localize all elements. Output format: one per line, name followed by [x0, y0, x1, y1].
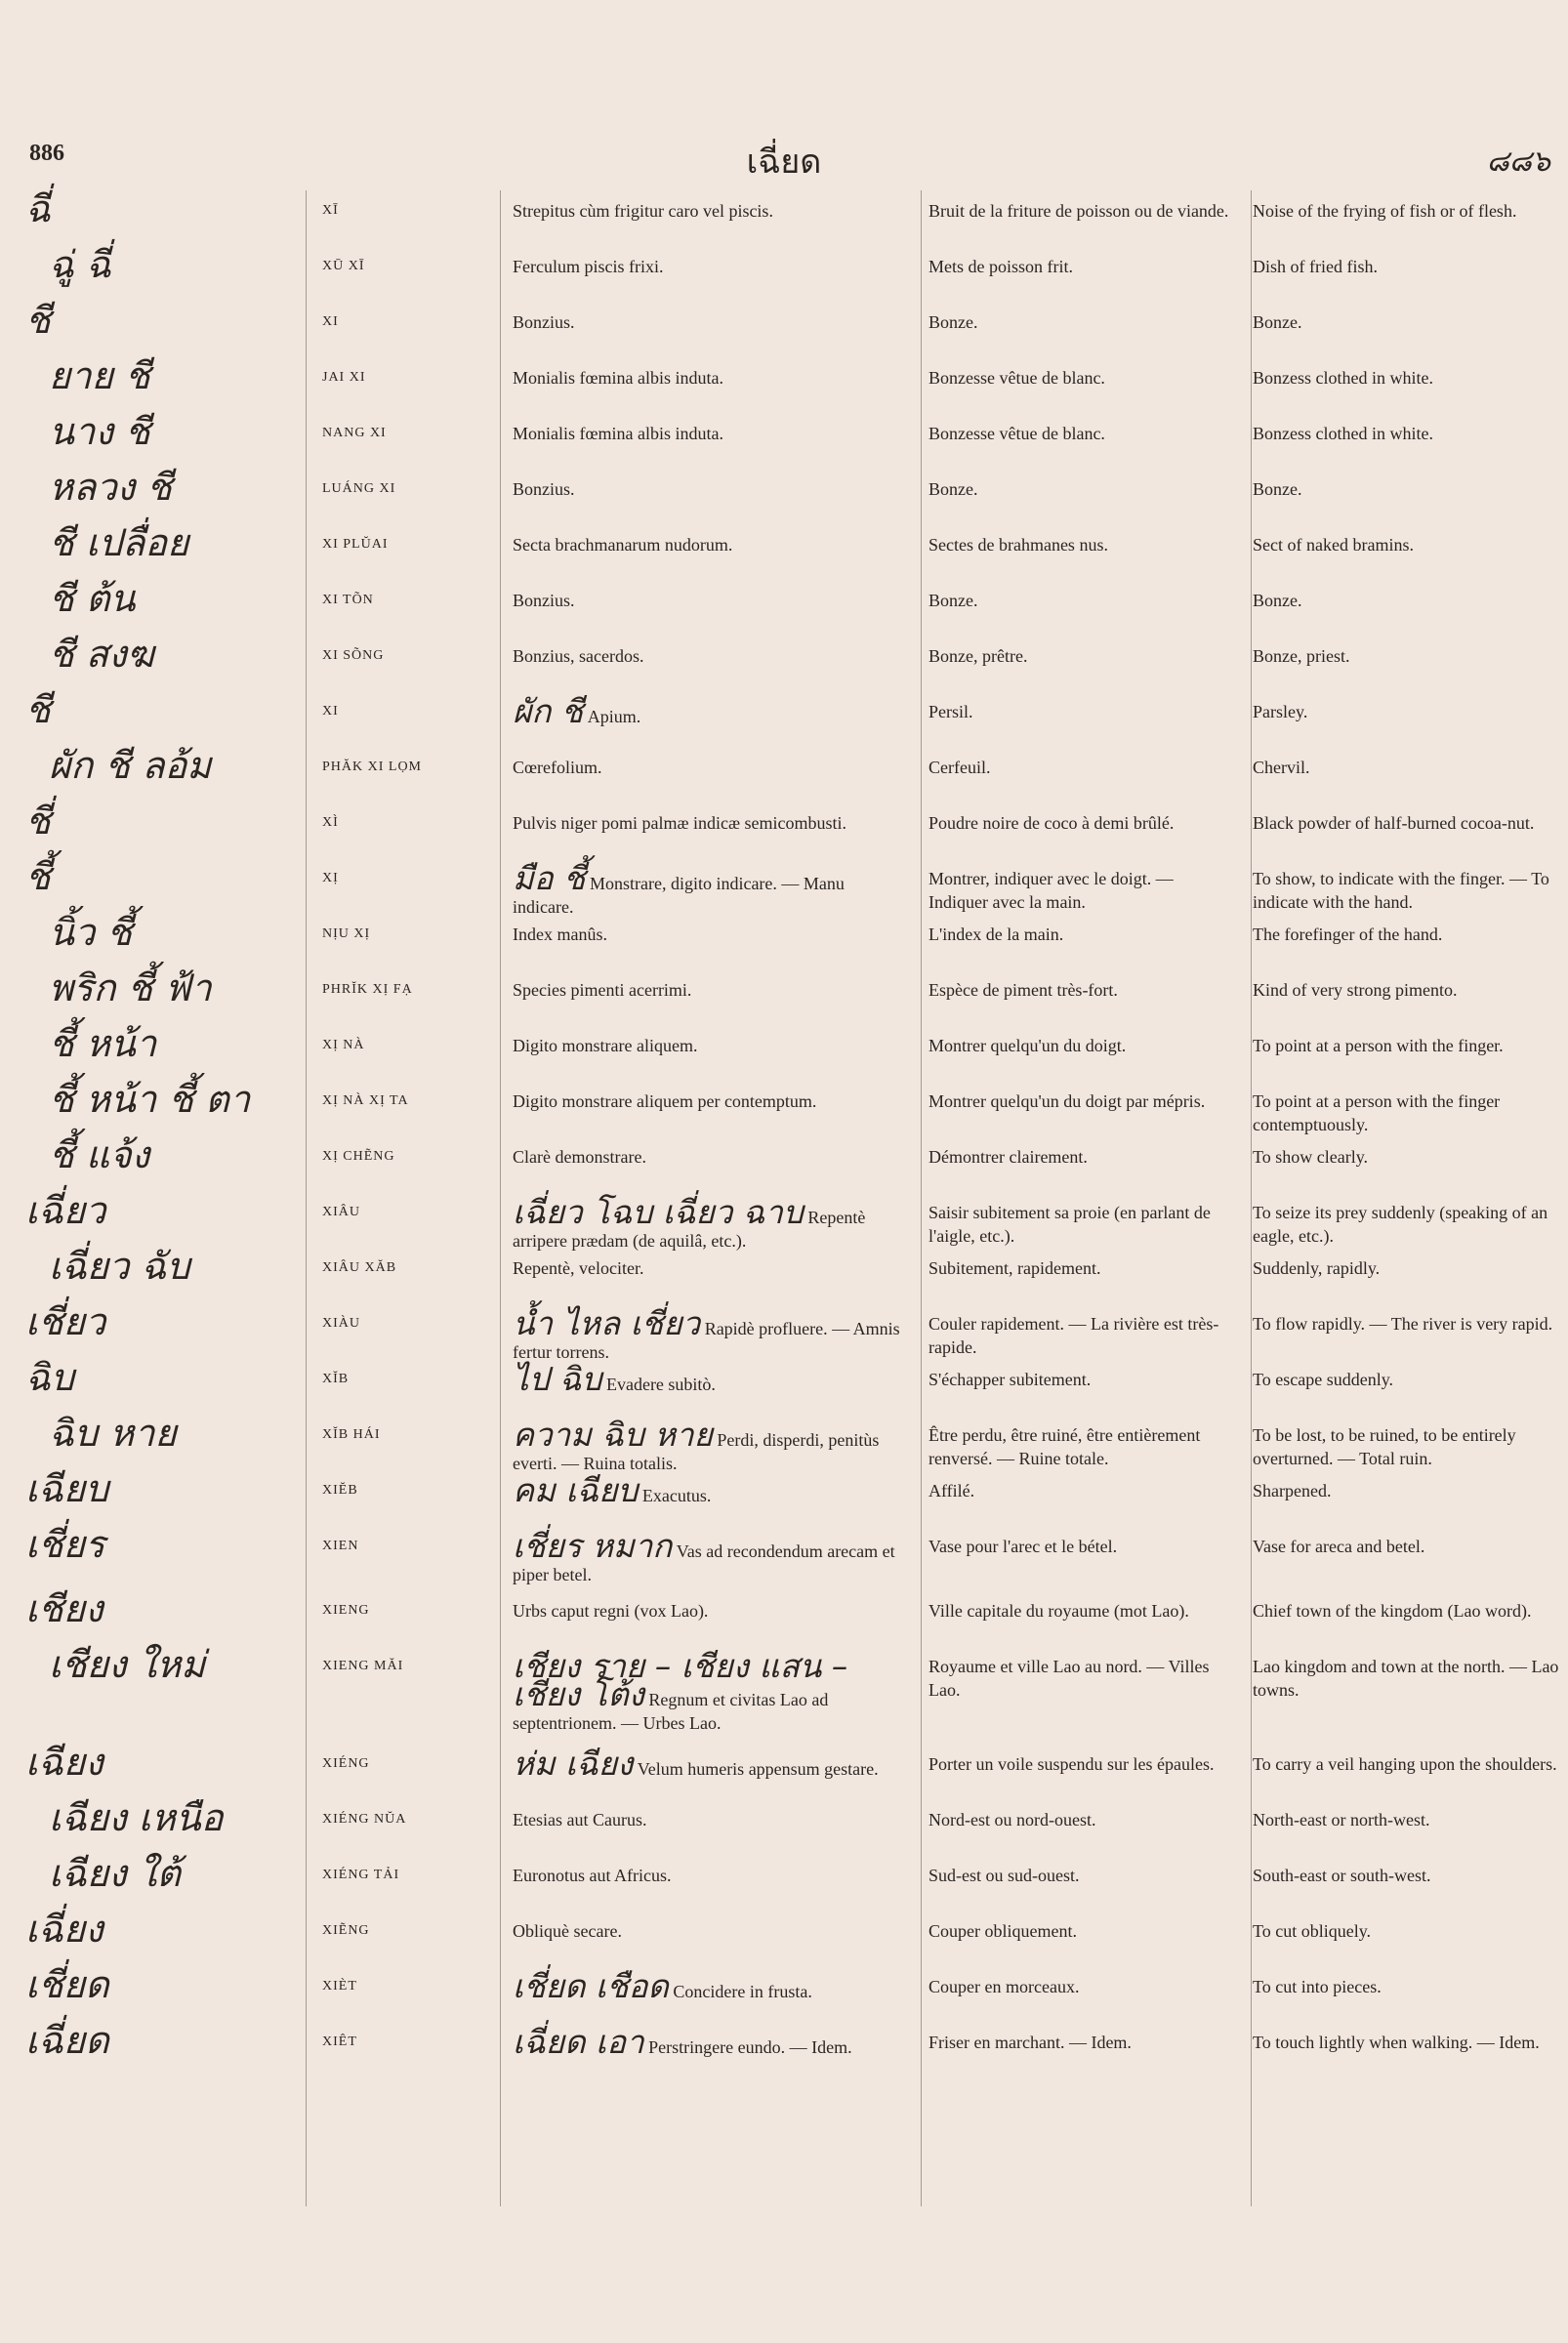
romanization: XI PLŬAI [322, 537, 389, 552]
english-definition: North-east or north-west. [1253, 1810, 1430, 1829]
latin-definition [493, 243, 915, 278]
romanization: XỊ NÀ XỊ TA [322, 1093, 409, 1108]
latin-text: Rapidè profluere. — Amnis fertur torrens. [513, 1319, 900, 1362]
french-definition: Subitement, rapidement. [928, 1258, 1101, 1278]
english-definition: Bonze, priest. [1253, 646, 1350, 666]
latin-text: Urbs caput regni (vox Lao). [513, 1601, 709, 1621]
french-definition: Sud-est ou sud-ouest. [928, 1866, 1080, 1885]
thai-headword: เชี่ยว [25, 1300, 106, 1343]
page-number-right: ๘๘๖ [1486, 144, 1550, 179]
english-definition: Bonze. [1253, 312, 1302, 332]
thai-headword: เฉียง [25, 1741, 103, 1784]
romanization: XIÀU [322, 1316, 360, 1331]
latin-text: Monialis fœmina albis induta. [513, 424, 723, 443]
page-header [0, 135, 1568, 185]
latin-definition [493, 1852, 915, 1887]
latin-text: Perstringere eundo. — Idem. [648, 2037, 852, 2057]
french-definition: Espèce de piment très-fort. [928, 980, 1118, 1000]
english-definition: To cut obliquely. [1253, 1921, 1372, 1941]
english-definition: To touch lightly when walking. — Idem. [1253, 2033, 1540, 2052]
thai-headword: เฉียง เหนือ [49, 1796, 224, 1839]
english-definition: To show, to indicate with the finger. — To indicate with the hand. [1253, 869, 1549, 912]
english-definition: To seize its prey suddenly (speaking of an eagle, etc.). [1253, 1203, 1548, 1246]
dictionary-entry [0, 1908, 1568, 1963]
english-definition: Vase for areca and betel. [1253, 1537, 1425, 1556]
dictionary-entry [0, 1467, 1568, 1523]
english-definition: Bonzess clothed in white. [1253, 424, 1433, 443]
latin-text: Obliquè secare. [513, 1921, 622, 1941]
entry-list [0, 187, 1568, 2075]
latin-text: Repentè arripere prædam (de aquilâ, etc.). [513, 1208, 866, 1251]
french-definition: Saisir subitement sa proie (en parlant de l'aigle, etc.). [928, 1203, 1211, 1246]
english-definition: Bonze. [1253, 479, 1302, 499]
thai-headword: ชี สงฆ [49, 633, 154, 676]
english-definition: South-east or south-west. [1253, 1866, 1431, 1885]
english-definition: Kind of very strong pimento. [1253, 980, 1458, 1000]
latin-definition [493, 800, 915, 835]
inline-thai-example: คม เฉียบ [513, 1471, 639, 1509]
thai-headword: หลวง ชี [49, 466, 173, 509]
english-definition: The forefinger of the hand. [1253, 925, 1443, 944]
french-definition: Poudre noire de coco à demi brûlé. [928, 813, 1175, 833]
latin-definition [493, 521, 915, 556]
romanization: XIẼNG [322, 1923, 370, 1938]
romanization: XŪ XĪ [322, 259, 365, 273]
thai-headword: เฉี่ยว [25, 1189, 106, 1232]
english-definition: To point at a person with the finger contemptuously. [1253, 1091, 1501, 1134]
latin-definition [493, 1412, 915, 1475]
latin-definition [493, 577, 915, 612]
latin-definition [493, 633, 915, 668]
latin-text: Perdi, disperdi, penitùs everti. — Ruina totalis. [513, 1430, 880, 1473]
thai-headword: ชี้ [25, 855, 51, 898]
inline-thai-example: ความ ฉิบ หาย [513, 1416, 713, 1454]
inline-thai-example: ไป ฉิบ [513, 1360, 602, 1398]
latin-text: Secta brachmanarum nudorum. [513, 535, 733, 555]
latin-definition [493, 1796, 915, 1831]
english-definition: Lao kingdom and town at the north. — Lao towns. [1253, 1657, 1559, 1700]
page-number-left: 886 [29, 141, 64, 166]
romanization: XỊ CHẼNG [322, 1149, 395, 1164]
french-definition: Montrer quelqu'un du doigt. [928, 1036, 1127, 1055]
latin-definition [493, 1908, 915, 1943]
french-definition: Bonzesse vêtue de blanc. [928, 424, 1105, 443]
romanization: XỊ [322, 871, 339, 885]
thai-headword: ฉี่ [25, 187, 51, 230]
romanization: XIÊT [322, 2035, 357, 2049]
french-definition: Couper obliquement. [928, 1921, 1077, 1941]
romanization: XIEN [322, 1539, 359, 1553]
latin-definition [493, 688, 915, 728]
romanization: LUÁNG XI [322, 481, 396, 496]
latin-text: Monialis fœmina albis induta. [513, 368, 723, 388]
latin-text: Bonzius. [513, 591, 575, 610]
dictionary-entry [0, 1189, 1568, 1251]
english-definition: To escape suddenly. [1253, 1370, 1394, 1389]
dictionary-entry [0, 1022, 1568, 1078]
thai-headword: ยาย ชี [49, 354, 150, 397]
romanization: XIÉNG NŬA [322, 1812, 407, 1827]
latin-definition [493, 1133, 915, 1169]
latin-definition [493, 966, 915, 1002]
french-definition: Couper en morceaux. [928, 1977, 1080, 1996]
dictionary-entry [0, 1796, 1568, 1852]
dictionary-entry [0, 521, 1568, 577]
thai-headword: เชี่ยด [25, 1963, 109, 2006]
french-definition: Royaume et ville Lao au nord. — Villes Lao. [928, 1657, 1210, 1700]
latin-text: Exacutus. [641, 1486, 712, 1505]
romanization: XỊ NÀ [322, 1038, 365, 1052]
romanization: XIÂU [322, 1205, 360, 1219]
thai-headword: เชี่ยร [25, 1523, 105, 1566]
english-definition: Sect of naked bramins. [1253, 535, 1414, 555]
latin-text: Etesias aut Caurus. [513, 1810, 647, 1829]
thai-headword: ฉู่ ฉี่ [49, 243, 111, 286]
french-definition: S'échapper subitement. [928, 1370, 1092, 1389]
french-definition: Persil. [928, 702, 973, 721]
thai-headword: เฉียบ [25, 1467, 109, 1510]
romanization: XIĔB [322, 1483, 358, 1498]
dictionary-entry [0, 1356, 1568, 1412]
latin-definition [493, 2019, 915, 2059]
thai-headword: เฉี่ยง [25, 1908, 103, 1951]
latin-definition [493, 1189, 915, 1253]
dictionary-entry [0, 577, 1568, 633]
thai-headword: ชี เปลื่อย [49, 521, 189, 564]
french-definition: Couler rapidement. — La rivière est très-rapide. [928, 1314, 1219, 1357]
latin-text: Bonzius. [513, 312, 575, 332]
english-definition: Bonze. [1253, 591, 1302, 610]
thai-headword: เชียง ใหม่ [49, 1643, 206, 1686]
inline-thai-example: เชียง ราย – เชียง แสน – เชียง โต้ง [513, 1647, 848, 1713]
english-definition: To carry a veil hanging upon the shoulders. [1253, 1754, 1557, 1774]
latin-text: Digito monstrare aliquem. [513, 1036, 698, 1055]
thai-headword: นาง ชี [49, 410, 150, 453]
dictionary-entry [0, 354, 1568, 410]
latin-text: Cœrefolium. [513, 758, 602, 777]
english-definition: To point at a person with the finger. [1253, 1036, 1504, 1055]
dictionary-entry [0, 1523, 1568, 1587]
french-definition: Friser en marchant. — Idem. [928, 2033, 1132, 2052]
dictionary-entry [0, 2019, 1568, 2075]
thai-headword: เฉียง ใต้ [49, 1852, 182, 1895]
french-definition: Bruit de la friture de poisson ou de viande. [928, 201, 1229, 221]
romanization: NỊU XỊ [322, 926, 371, 941]
latin-text: Digito monstrare aliquem per contemptum. [513, 1091, 817, 1111]
french-definition: Être perdu, être ruiné, être entièrement renversé. — Ruine totale. [928, 1425, 1201, 1468]
thai-headword: ชี้ หน้า ชี้ ตา [49, 1078, 251, 1121]
dictionary-entry [0, 744, 1568, 800]
dictionary-entry [0, 1643, 1568, 1741]
english-definition: To be lost, to be ruined, to be entirely overturned. — Total ruin. [1253, 1425, 1516, 1468]
latin-definition [493, 1587, 915, 1623]
latin-text: Pulvis niger pomi palmæ indicæ semicombusti. [513, 813, 846, 833]
inline-thai-example: มือ ชี้ [513, 859, 586, 897]
thai-headword: ฉิบ [25, 1356, 75, 1399]
romanization: XIÂU XĂB [322, 1260, 397, 1275]
dictionary-entry [0, 966, 1568, 1022]
romanization: XI SÕNG [322, 648, 385, 663]
latin-text: Apium. [587, 707, 641, 726]
romanization: XĪ [322, 203, 339, 218]
latin-definition [493, 410, 915, 445]
english-definition: Sharpened. [1253, 1481, 1332, 1500]
latin-text: Bonzius, sacerdos. [513, 646, 644, 666]
latin-definition [493, 1300, 915, 1364]
romanization: PHRĬK XỊ FẠ [322, 982, 413, 997]
latin-text: Index manûs. [513, 925, 607, 944]
thai-headword: เฉี่ยว ฉับ [49, 1245, 190, 1288]
french-definition: Porter un voile suspendu sur les épaules. [928, 1754, 1215, 1774]
inline-thai-example: น้ำ ไหล เชี่ยว [513, 1304, 701, 1342]
romanization: XIENG [322, 1603, 370, 1618]
inline-thai-example: ห่ม เฉียง [513, 1745, 634, 1783]
latin-definition [493, 1356, 915, 1396]
latin-text: Strepitus cùm frigitur caro vel piscis. [513, 201, 773, 221]
french-definition: Bonze. [928, 479, 978, 499]
dictionary-entry [0, 911, 1568, 966]
french-definition: L'index de la main. [928, 925, 1064, 944]
latin-text: Clarè demonstrare. [513, 1147, 646, 1167]
english-definition: To show clearly. [1253, 1147, 1369, 1167]
english-definition: Chervil. [1253, 758, 1310, 777]
dictionary-entry [0, 410, 1568, 466]
thai-headword: เชียง [25, 1587, 103, 1630]
dictionary-entry [0, 1852, 1568, 1908]
latin-text: Vas ad recondendum arecam et piper betel. [513, 1541, 895, 1584]
romanization: XI [322, 314, 339, 329]
romanization: XÌ [322, 815, 339, 830]
english-definition: Chief town of the kingdom (Lao word). [1253, 1601, 1532, 1621]
thai-headword: ชี่ [25, 800, 51, 843]
romanization: NANG XI [322, 426, 387, 440]
latin-text: Concidere in frusta. [673, 1982, 812, 2001]
dictionary-entry [0, 187, 1568, 243]
thai-headword: เฉี่ยด [25, 2019, 109, 2062]
inline-thai-example: เฉี่ยว โฉบ เฉี่ยว ฉาบ [513, 1193, 804, 1231]
latin-text: Evadere subitò. [605, 1375, 716, 1394]
english-definition: Bonzess clothed in white. [1253, 368, 1433, 388]
dictionary-entry [0, 633, 1568, 688]
dictionary-entry [0, 466, 1568, 521]
latin-text: Monstrare, digito indicare. — Manu indicare. [513, 874, 845, 917]
page-title: เฉี่ยด [746, 143, 822, 182]
latin-definition [493, 911, 915, 946]
inline-thai-example: เชี่ยด เชือด [513, 1967, 669, 2005]
inline-thai-example: เฉี่ยด เอา [513, 2023, 644, 2061]
english-definition: Black powder of half-burned cocoa-nut. [1253, 813, 1535, 833]
romanization: PHĂK XI LỌM [322, 760, 422, 774]
french-definition: Bonze. [928, 591, 978, 610]
romanization: XIENG MĂI [322, 1659, 404, 1673]
latin-definition [493, 1022, 915, 1057]
french-definition: Mets de poisson frit. [928, 257, 1073, 276]
thai-headword: ผัก ชี ลอ้ม [49, 744, 212, 787]
latin-text: Euronotus aut Africus. [513, 1866, 672, 1885]
inline-thai-example: ผัก ชี [513, 692, 584, 730]
dictionary-entry [0, 688, 1568, 744]
french-definition: Montrer quelqu'un du doigt par mépris. [928, 1091, 1206, 1111]
french-definition: Montrer, indiquer avec le doigt. — Indiquer avec la main. [928, 869, 1174, 912]
dictionary-entry [0, 855, 1568, 917]
dictionary-entry [0, 1245, 1568, 1300]
latin-definition [493, 1963, 915, 2003]
latin-definition [493, 466, 915, 501]
latin-definition [493, 354, 915, 390]
french-definition: Sectes de brahmanes nus. [928, 535, 1108, 555]
latin-text: Velum humeris appensum gestare. [637, 1759, 879, 1779]
latin-definition [493, 1643, 915, 1735]
romanization: XI TÕN [322, 593, 374, 607]
dictionary-entry [0, 243, 1568, 299]
dictionary-entry [0, 1963, 1568, 2019]
romanization: XIÉNG [322, 1756, 370, 1771]
thai-headword: ชี้ หน้า [49, 1022, 157, 1065]
dictionary-entry [0, 1587, 1568, 1643]
latin-definition [493, 1523, 915, 1586]
english-definition: Parsley. [1253, 702, 1308, 721]
french-definition: Affilé. [928, 1481, 975, 1500]
latin-text: Bonzius. [513, 479, 575, 499]
romanization: XĬB [322, 1372, 350, 1386]
french-definition: Ville capitale du royaume (mot Lao). [928, 1601, 1189, 1621]
latin-text: Repentè, velociter. [513, 1258, 644, 1278]
english-definition: Dish of fried fish. [1253, 257, 1378, 276]
english-definition: Noise of the frying of fish or of flesh. [1253, 201, 1517, 221]
dictionary-entry [0, 1300, 1568, 1362]
thai-headword: ชี ต้น [49, 577, 136, 620]
english-definition: Suddenly, rapidly. [1253, 1258, 1381, 1278]
thai-headword: ชี [25, 688, 51, 731]
french-definition: Démontrer clairement. [928, 1147, 1088, 1167]
english-definition: To flow rapidly. — The river is very rapid. [1253, 1314, 1553, 1334]
latin-text: Regnum et civitas Lao ad septentrionem. — Urbes Lao. [513, 1690, 829, 1733]
thai-headword: นิ้ว ชี้ [49, 911, 133, 954]
latin-definition [493, 299, 915, 334]
latin-text: Ferculum piscis frixi. [513, 257, 664, 276]
french-definition: Bonze, prêtre. [928, 646, 1028, 666]
romanization: XI [322, 704, 339, 719]
latin-definition [493, 1245, 915, 1280]
romanization: XĬB HÁI [322, 1427, 381, 1442]
latin-definition [493, 855, 915, 919]
french-definition: Cerfeuil. [928, 758, 991, 777]
dictionary-entry [0, 800, 1568, 855]
dictionary-entry [0, 299, 1568, 354]
latin-definition [493, 1467, 915, 1507]
romanization: JAI XI [322, 370, 366, 385]
french-definition: Nord-est ou nord-ouest. [928, 1810, 1096, 1829]
latin-definition [493, 744, 915, 779]
dictionary-entry [0, 1078, 1568, 1133]
romanization: XIÉNG TẢI [322, 1868, 400, 1882]
french-definition: Bonzesse vêtue de blanc. [928, 368, 1105, 388]
romanization: XIÈT [322, 1979, 357, 1994]
latin-definition [493, 1078, 915, 1113]
thai-headword: ชี [25, 299, 51, 342]
french-definition: Vase pour l'arec et le bétel. [928, 1537, 1118, 1556]
french-definition: Bonze. [928, 312, 978, 332]
dictionary-entry [0, 1412, 1568, 1473]
english-definition: To cut into pieces. [1253, 1977, 1382, 1996]
thai-headword: พริก ชี้ ฟ้า [49, 966, 212, 1009]
thai-headword: ชี้ แจ้ง [49, 1133, 150, 1176]
dictionary-entry [0, 1741, 1568, 1796]
latin-definition [493, 187, 915, 223]
dictionary-entry [0, 1133, 1568, 1189]
thai-headword: ฉิบ หาย [49, 1412, 177, 1455]
inline-thai-example: เชี่ยร หมาก [513, 1527, 673, 1565]
latin-text: Species pimenti acerrimi. [513, 980, 692, 1000]
latin-definition [493, 1741, 915, 1781]
